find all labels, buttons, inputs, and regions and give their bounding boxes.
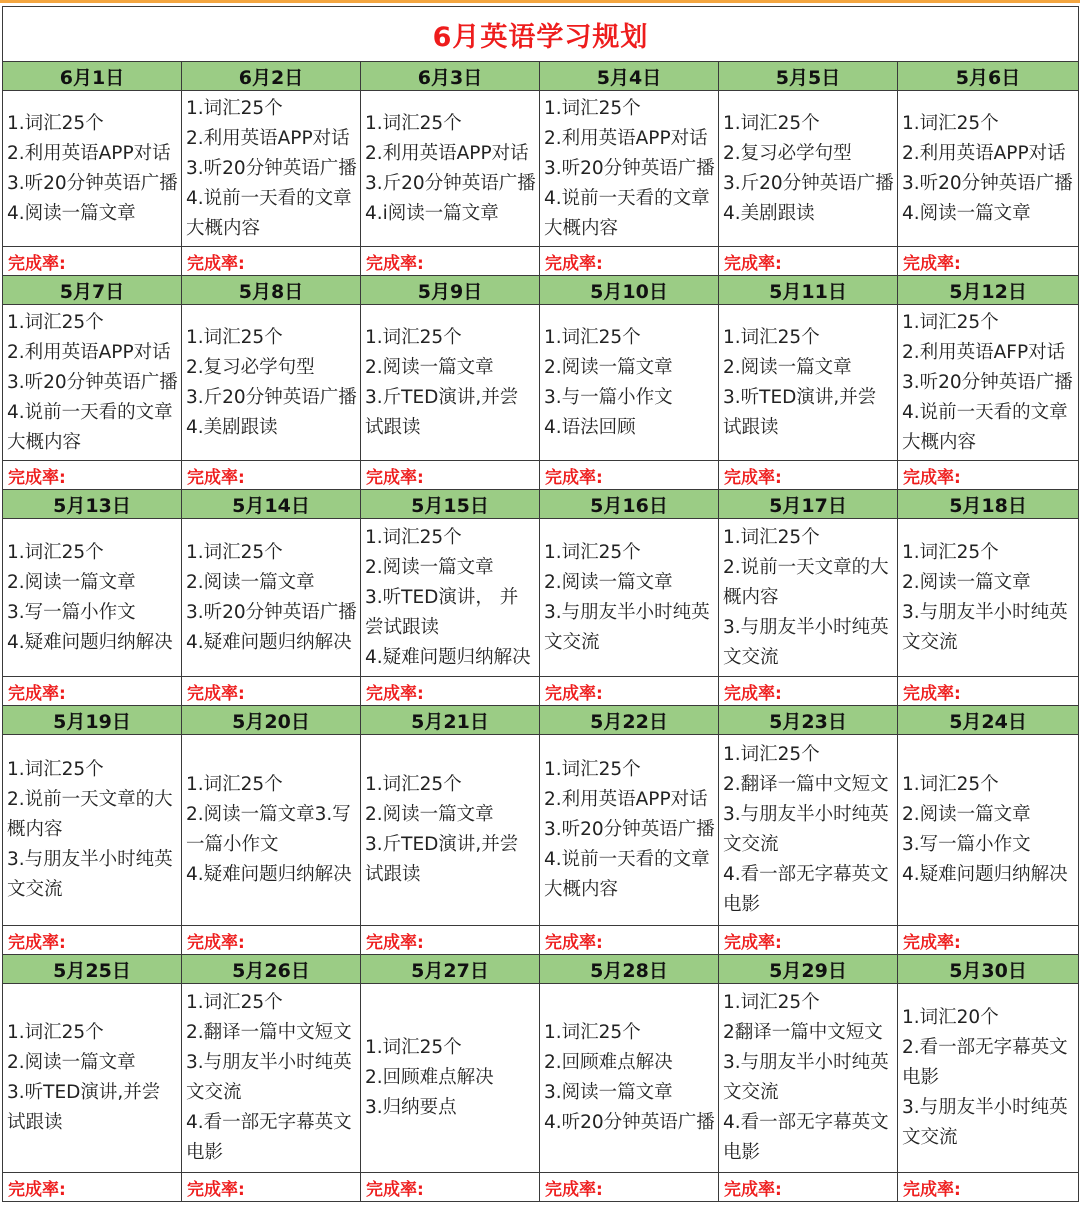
task-item: 3.写一篇小作文 — [7, 601, 136, 623]
task-item: 2.阅读一篇文章 — [723, 356, 852, 378]
task-item: 2.利用英语AFP对话 — [902, 341, 1066, 363]
task-item: 3.斤20分钟英语广播 — [723, 172, 894, 194]
task-item: 1.词汇25个 — [365, 112, 462, 134]
task-item: 3.听TED演讲， 并尝试跟读 — [365, 586, 519, 638]
task-item: 3.与朋友半小时纯英文交流 — [902, 601, 1068, 653]
day-date: 5月7日 — [3, 276, 182, 305]
task-item: 2.阅读一篇文章 — [544, 571, 673, 593]
completion-rate-label: 完成率: — [540, 926, 719, 955]
completion-rate-label: 完成率: — [182, 1173, 361, 1202]
task-item: 1.词汇25个 — [7, 759, 104, 780]
completion-rate-label: 完成率: — [540, 677, 719, 706]
completion-rate-label: 完成率: — [540, 1173, 719, 1202]
day-tasks — [182, 984, 361, 1173]
task-item: 1.词汇25个 — [365, 774, 462, 795]
day-tasks — [361, 91, 540, 247]
completion-rate-label: 完成率: — [898, 247, 1079, 276]
task-item: 2.利用英语APP对话 — [7, 341, 171, 363]
task-item: 3.听20分钟英语广播 — [902, 172, 1073, 194]
completion-rate-label: 完成率: — [719, 926, 898, 955]
top-accent-line — [0, 0, 1080, 3]
day-date: 5月17日 — [719, 490, 898, 519]
completion-rate-label: 完成率: — [361, 926, 540, 955]
task-item: 3.与朋友半小时纯英文交流 — [7, 849, 173, 900]
task-item: 1.词汇25个 — [902, 311, 999, 333]
task-item: 1.词汇25个 — [186, 992, 283, 1013]
day-tasks — [182, 519, 361, 677]
day-date: 6月2日 — [182, 62, 361, 91]
task-item: 2.阅读一篇文章 — [365, 804, 494, 825]
completion-rate-label: 完成率: — [719, 247, 898, 276]
task-item: 3.与朋友半小时纯英文交流 — [723, 1052, 889, 1103]
task-item: 3.归纳要点 — [365, 1097, 457, 1118]
task-item: 4.看一部无字幕英文电影 — [723, 864, 889, 915]
page-title: 6月英语学习规划 — [3, 7, 1079, 62]
task-item: 2.阅读一篇文章3.写一篇小作文 — [186, 804, 351, 855]
day-date: 5月6日 — [898, 62, 1079, 91]
day-date: 5月14日 — [182, 490, 361, 519]
day-date: 5月9日 — [361, 276, 540, 305]
task-item: 4.阅读一篇文章 — [902, 202, 1031, 224]
task-item: 3.斤TED演讲,并尝试跟读 — [365, 386, 519, 438]
tasks-row — [3, 91, 1079, 247]
task-item: 1.词汇25个 — [723, 992, 820, 1013]
task-item: 4.阅读一篇文章 — [7, 202, 136, 224]
date-row — [3, 62, 1079, 91]
task-item: 3.听20分钟英语广播 — [7, 172, 178, 194]
study-plan-table — [2, 6, 1079, 1202]
completion-rate-label: 完成率: — [540, 461, 719, 490]
task-item: 1.词汇25个 — [7, 541, 104, 563]
completion-row — [3, 461, 1079, 490]
task-item: 1.词汇25个 — [723, 326, 820, 348]
completion-rate-label: 完成率: — [182, 677, 361, 706]
task-item: 1.词汇25个 — [902, 541, 999, 563]
task-item: 2.阅读一篇文章 — [7, 1052, 136, 1073]
day-tasks — [182, 735, 361, 926]
task-item: 1.词汇25个 — [544, 97, 641, 119]
day-tasks — [719, 519, 898, 677]
task-item: 3.与朋友半小时纯英文交流 — [186, 1052, 352, 1103]
task-item: 1.词汇25个 — [723, 526, 820, 548]
task-item: 4.疑难问题归纳解决 — [186, 631, 352, 653]
day-date: 5月28日 — [540, 955, 719, 984]
completion-row — [3, 926, 1079, 955]
task-item: 2.复习必学句型 — [186, 356, 315, 378]
day-date: 5月12日 — [898, 276, 1079, 305]
completion-rate-label: 完成率: — [3, 1173, 182, 1202]
completion-rate-label: 完成率: — [361, 247, 540, 276]
task-item: 1.词汇25个 — [544, 326, 641, 348]
completion-rate-label: 完成率: — [182, 247, 361, 276]
completion-rate-label: 完成率: — [182, 461, 361, 490]
day-tasks — [898, 305, 1079, 461]
task-item: 1.词汇25个 — [7, 112, 104, 134]
day-tasks — [719, 91, 898, 247]
day-date: 5月16日 — [540, 490, 719, 519]
task-item: 2.阅读一篇文章 — [902, 571, 1031, 593]
task-item: 1.词汇25个 — [186, 774, 283, 795]
day-tasks — [361, 305, 540, 461]
task-item: 2.看一部无字幕英文电影 — [902, 1037, 1068, 1088]
task-item: 4.美剧跟读 — [186, 416, 278, 438]
task-item: 1.词汇25个 — [7, 311, 104, 333]
day-tasks — [361, 984, 540, 1173]
day-date: 5月11日 — [719, 276, 898, 305]
day-tasks — [182, 91, 361, 247]
day-tasks — [540, 735, 719, 926]
day-date: 5月8日 — [182, 276, 361, 305]
day-tasks — [3, 305, 182, 461]
completion-rate-label: 完成率: — [898, 926, 1079, 955]
completion-rate-label: 完成率: — [719, 677, 898, 706]
day-date: 5月27日 — [361, 955, 540, 984]
task-item: 1.词汇25个 — [723, 112, 820, 134]
task-item: 1.词汇25个 — [544, 541, 641, 563]
task-item: 2翻译一篇中文短文 — [723, 1022, 883, 1043]
task-item: 1.词汇25个 — [544, 1022, 641, 1043]
task-item: 2.利用英语APP对话 — [544, 127, 708, 149]
day-date: 5月24日 — [898, 706, 1079, 735]
task-item: 1.词汇25个 — [902, 774, 999, 795]
task-item: 3.听TED演讲,并尝试跟读 — [7, 1082, 161, 1133]
task-item: 2.利用英语APP对话 — [902, 142, 1066, 164]
completion-rate-label: 完成率: — [182, 926, 361, 955]
task-item: 4.说前一天看的文章大概内容 — [7, 401, 173, 453]
task-item: 4.疑难问题归纳解决 — [365, 646, 531, 668]
task-item: 3.与朋友半小时纯英文交流 — [544, 601, 710, 653]
day-tasks — [719, 735, 898, 926]
completion-rate-label: 完成率: — [719, 1173, 898, 1202]
task-item: 3.听20分钟英语广播 — [902, 371, 1073, 393]
completion-rate-label: 完成率: — [898, 677, 1079, 706]
completion-rate-label: 完成率: — [898, 461, 1079, 490]
day-tasks — [540, 305, 719, 461]
day-date: 5月26日 — [182, 955, 361, 984]
task-item: 3.听20分钟英语广播 — [544, 819, 715, 840]
day-tasks — [3, 519, 182, 677]
tasks-row — [3, 984, 1079, 1173]
task-item: 3.斤TED演讲,并尝试跟读 — [365, 834, 519, 885]
day-tasks — [361, 735, 540, 926]
task-item: 2.利用英语APP对话 — [186, 127, 350, 149]
task-item: 3.与一篇小作文 — [544, 386, 673, 408]
day-tasks — [719, 984, 898, 1173]
task-item: 3.听20分钟英语广播 — [544, 157, 715, 179]
task-item: 2.回顾难点解决 — [365, 1067, 494, 1088]
task-item: 1.词汇25个 — [365, 326, 462, 348]
task-item: 3.斤20分钟英语广播 — [365, 172, 536, 194]
task-item: 2.阅读一篇文章 — [7, 571, 136, 593]
completion-rate-label: 完成率: — [3, 677, 182, 706]
day-date: 5月4日 — [540, 62, 719, 91]
day-tasks — [540, 984, 719, 1173]
task-item: 2.翻译一篇中文短文 — [723, 774, 889, 795]
task-item: 2.阅读一篇文章 — [365, 356, 494, 378]
task-item: 2.翻译一篇中文短文 — [186, 1022, 352, 1043]
task-item: 1.词汇25个 — [902, 112, 999, 134]
day-tasks — [898, 91, 1079, 247]
day-tasks — [898, 519, 1079, 677]
day-date: 5月23日 — [719, 706, 898, 735]
task-item: 3.听20分钟英语广播 — [186, 601, 357, 623]
task-item: 3.写一篇小作文 — [902, 834, 1031, 855]
task-item: 2.复习必学句型 — [723, 142, 852, 164]
task-item: 1.词汇25个 — [186, 326, 283, 348]
task-item: 4.看一部无字幕英文电影 — [723, 1112, 889, 1163]
task-item: 4.疑难问题归纳解决 — [902, 864, 1068, 885]
completion-rate-label: 完成率: — [361, 677, 540, 706]
tasks-row — [3, 519, 1079, 677]
day-date: 6月3日 — [361, 62, 540, 91]
task-item: 4.美剧跟读 — [723, 202, 815, 224]
task-item: 1.词汇25个 — [365, 526, 462, 548]
completion-row — [3, 677, 1079, 706]
task-item: 1.词汇25个 — [544, 759, 641, 780]
completion-rate-label: 完成率: — [3, 461, 182, 490]
completion-row — [3, 1173, 1079, 1202]
task-item: 4.听20分钟英语广播 — [544, 1112, 715, 1133]
task-item: 2.阅读一篇文章 — [365, 556, 494, 578]
completion-rate-label: 完成率: — [3, 247, 182, 276]
task-item: 3.与朋友半小时纯英文交流 — [723, 616, 889, 668]
task-item: 4.i阅读一篇文章 — [365, 202, 499, 224]
task-item: 2.利用英语APP对话 — [365, 142, 529, 164]
task-item: 2.阅读一篇文章 — [544, 356, 673, 378]
completion-rate-label: 完成率: — [540, 247, 719, 276]
date-row — [3, 955, 1079, 984]
day-tasks — [3, 735, 182, 926]
task-item: 3.阅读一篇文章 — [544, 1082, 673, 1103]
completion-rate-label: 完成率: — [361, 461, 540, 490]
day-tasks — [719, 305, 898, 461]
task-item: 3.与朋友半小时纯英文交流 — [902, 1097, 1068, 1148]
task-item: 1.词汇25个 — [7, 1022, 104, 1043]
task-item: 2.阅读一篇文章 — [186, 571, 315, 593]
task-item: 4.看一部无字幕英文电影 — [186, 1112, 352, 1163]
day-date: 5月21日 — [361, 706, 540, 735]
tasks-row — [3, 735, 1079, 926]
day-date: 5月18日 — [898, 490, 1079, 519]
task-item: 4.说前一天看的文章大概内容 — [902, 401, 1068, 453]
date-row — [3, 276, 1079, 305]
tasks-row — [3, 305, 1079, 461]
day-tasks — [540, 91, 719, 247]
day-tasks — [540, 519, 719, 677]
task-item: 4.说前一天看的文章大概内容 — [544, 187, 710, 239]
task-item: 3.听20分钟英语广播 — [7, 371, 178, 393]
day-date: 5月5日 — [719, 62, 898, 91]
completion-row — [3, 247, 1079, 276]
task-item: 3.听TED演讲,并尝试跟读 — [723, 386, 877, 438]
task-item: 4.语法回顾 — [544, 416, 636, 438]
date-row — [3, 490, 1079, 519]
day-date: 6月1日 — [3, 62, 182, 91]
task-item: 2.回顾难点解决 — [544, 1052, 673, 1073]
day-date: 5月20日 — [182, 706, 361, 735]
task-item: 1.词汇20个 — [902, 1007, 999, 1028]
day-date: 5月15日 — [361, 490, 540, 519]
completion-rate-label: 完成率: — [3, 926, 182, 955]
completion-rate-label: 完成率: — [719, 461, 898, 490]
day-tasks — [361, 519, 540, 677]
day-date: 5月25日 — [3, 955, 182, 984]
date-row — [3, 706, 1079, 735]
day-date: 5月30日 — [898, 955, 1079, 984]
task-item: 3.斤20分钟英语广播 — [186, 386, 357, 408]
task-item: 1.词汇25个 — [723, 744, 820, 765]
task-item: 2.利用英语APP对话 — [544, 789, 708, 810]
day-date: 5月19日 — [3, 706, 182, 735]
completion-rate-label: 完成率: — [898, 1173, 1079, 1202]
task-item: 4.说前一天看的文章大概内容 — [544, 849, 710, 900]
task-item: 1.词汇25个 — [186, 541, 283, 563]
day-tasks — [898, 984, 1079, 1173]
task-item: 4.疑难问题归纳解决 — [7, 631, 173, 653]
task-item: 3.听20分钟英语广播 — [186, 157, 357, 179]
day-tasks — [3, 91, 182, 247]
task-item: 1.词汇25个 — [365, 1037, 462, 1058]
day-tasks — [898, 735, 1079, 926]
task-item: 4.说前一天看的文章大概内容 — [186, 187, 352, 239]
day-tasks — [182, 305, 361, 461]
task-item: 1.词汇25个 — [186, 97, 283, 119]
day-date: 5月29日 — [719, 955, 898, 984]
completion-rate-label: 完成率: — [361, 1173, 540, 1202]
day-tasks — [3, 984, 182, 1173]
task-item: 2.说前一天文章的大概内容 — [723, 556, 889, 608]
day-date: 5月10日 — [540, 276, 719, 305]
task-item: 2.阅读一篇文章 — [902, 804, 1031, 825]
task-item: 3.与朋友半小时纯英文交流 — [723, 804, 889, 855]
task-item: 2.利用英语APP对话 — [7, 142, 171, 164]
day-date: 5月22日 — [540, 706, 719, 735]
task-item: 2.说前一天文章的大概内容 — [7, 789, 173, 840]
day-date: 5月13日 — [3, 490, 182, 519]
task-item: 4.疑难问题归纳解决 — [186, 864, 352, 885]
